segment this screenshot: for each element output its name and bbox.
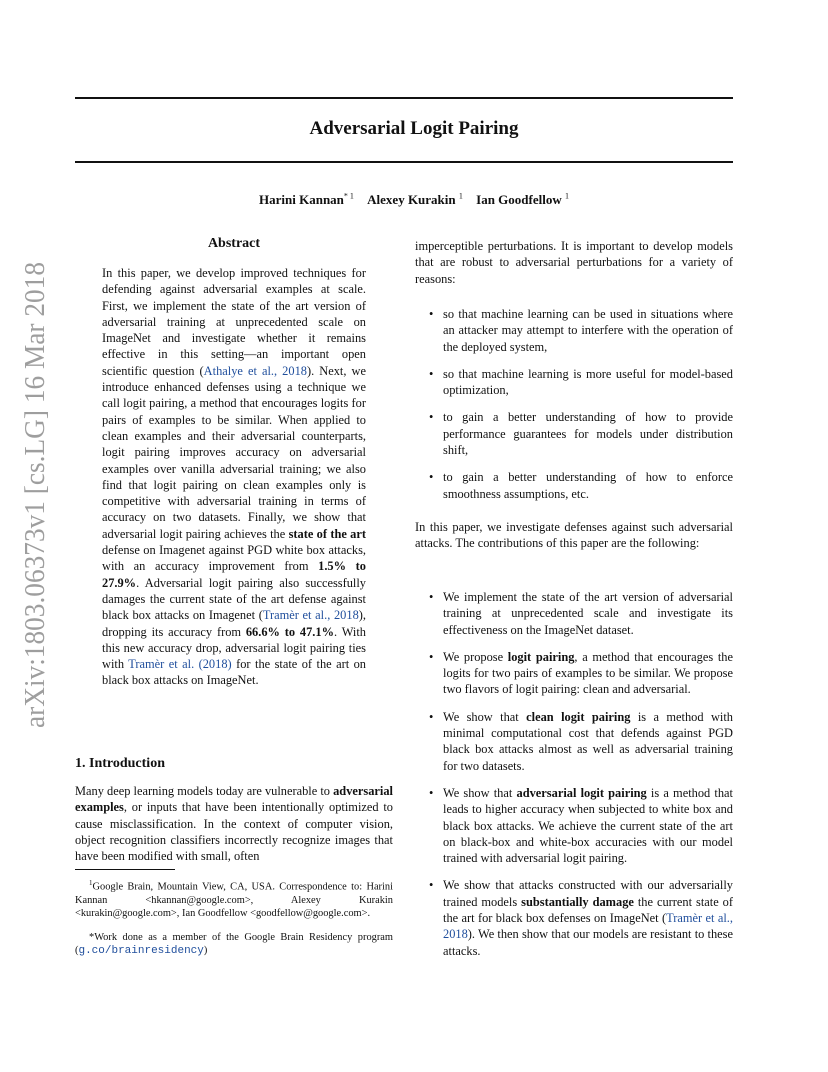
citation-link[interactable]: Tramèr et al., 2018: [443, 911, 733, 942]
section-heading-introduction: 1. Introduction: [75, 756, 165, 771]
abstract-heading: Abstract: [207, 236, 261, 251]
title-bottom-rule: [75, 161, 733, 163]
list-item: • We show that attacks constructed with our adversarially trained models substantially damage the current state of the art for black box defenses on ImageNet (Tramèr et al., 2018). We then show that our models are resistant to these attacks.: [429, 878, 734, 958]
list-item: • so that machine learning can be used in situations where an attacker may attempt to interfere with the operation of the deployed system,: [429, 307, 733, 354]
list-item: • We show that adversarial logit pairing is a method that leads to higher accuracy when subjected to white box and black box attacks. We achieve the current state of the art on black-box and white-box accuracies with our model trained with adversarial logit pairing.: [429, 785, 733, 866]
introduction-body: Many deep learning models today are vulnerable to adversarial examples, or inputs that have been intentionally optimized to cause misclassification. In the context of computer vision, object recognition classifiers incorrectly recognize images that have been modified with small, often: [75, 784, 393, 864]
list-item: • We implement the state of the art version of adversarial training at unprecedented scale and investigate its effectiveness on the ImageNet dataset.: [429, 590, 733, 637]
contributions-list: [415, 589, 733, 959]
abstract-body: In this paper, we develop improved techniques for defending against adversarial examples at scale. First, we implement the state of the art version of adversarial training at unprecedented scale on ImageNet and investigate whether it remains effective in this setting—an important open scientific question (Athalye et al., 2018). Next, we introduce enhanced defenses using a technique we call logit pairing, a method that encourages logits for pairs of examples to be similar. When applied to clean examples and their adversarial counterparts, logit pairing improves accuracy on adversarial examples over vanilla adversarial training; we also find that logit pairing on clean examples only is competitive with adversarial training in terms of accuracy on two datasets. Finally, we show that adversarial logit pairing achieves the state of the art defense on Imagenet against PGD white box attacks, with an accuracy improvement from 1.5% to 27.9%. Adversarial logit pairing also successfully damages the current state of the art defense against black box attacks on Imagenet (Tramèr et al., 2018), dropping its accuracy from 66.6% to 47.1%. With this new accuracy drop, adversarial logit pairing ties with Tramèr et al. (2018) for the state of the art on black box attacks on ImageNet.: [102, 266, 366, 688]
contributions-intro: In this paper, we investigate defenses against such adversarial attacks. The contributions of this paper are the following:: [415, 520, 733, 551]
citation-link[interactable]: Tramèr et al. (2018): [128, 657, 232, 672]
title-top-rule: [75, 97, 733, 99]
citation-link[interactable]: Tramèr et al., 2018: [262, 608, 359, 623]
list-item: • so that machine learning is more useful for model-based optimization,: [429, 366, 733, 398]
list-item: • We propose logit pairing, a method that encourages the logits for two pairs of examples to be similar. We propose two flavors of logit pairing: clean and adversarial.: [429, 649, 733, 697]
paper-title: Adversarial Logit Pairing: [309, 118, 519, 139]
arxiv-identifier-sidebar: [14, 262, 54, 728]
citation-link[interactable]: Athalye et al., 2018: [203, 363, 307, 378]
author-list: [0, 192, 828, 208]
arxiv-identifier-text: arXiv:1803.06373v1 [cs.LG] 16 Mar 2018: [20, 262, 51, 728]
footnote-residency: *Work done as a member of the Google Brain Residency program (g.co/brainresidency): [75, 932, 393, 958]
author-name: Ian Goodfellow $^1$: [476, 192, 569, 208]
author-name: Alexey Kurakin $^1$: [367, 192, 463, 208]
reasons-list: [415, 306, 733, 502]
list-item: • We show that clean logit pairing is a method with minimal computational cost that defends against PGD black box attacks almost as well as adversarial training for two datasets.: [429, 709, 733, 773]
residency-link[interactable]: g.co/brainresidency: [78, 945, 204, 958]
list-item: • to gain a better understanding of how to enforce smoothness assumptions, etc.: [429, 470, 733, 501]
footnote-rule: [75, 869, 175, 870]
footnote-affiliation: $^1$Google Brain, Mountain View, CA, USA. Correspondence to: Harini Kannan <hkannan@google.com>, Alexey Kurakin <kurakin@google.com>, Ian Goodfellow <goodfellow@google.com>.: [75, 879, 393, 920]
list-item: • to gain a better understanding of how to provide performance guarantees for models under distribution shift,: [429, 410, 733, 458]
author-name: Harini Kannan$^{* 1}$: [259, 192, 354, 208]
right-column-intro: imperceptible perturbations. It is important to develop models that are robust to adversarial perturbations for a variety of reasons:: [415, 239, 733, 286]
